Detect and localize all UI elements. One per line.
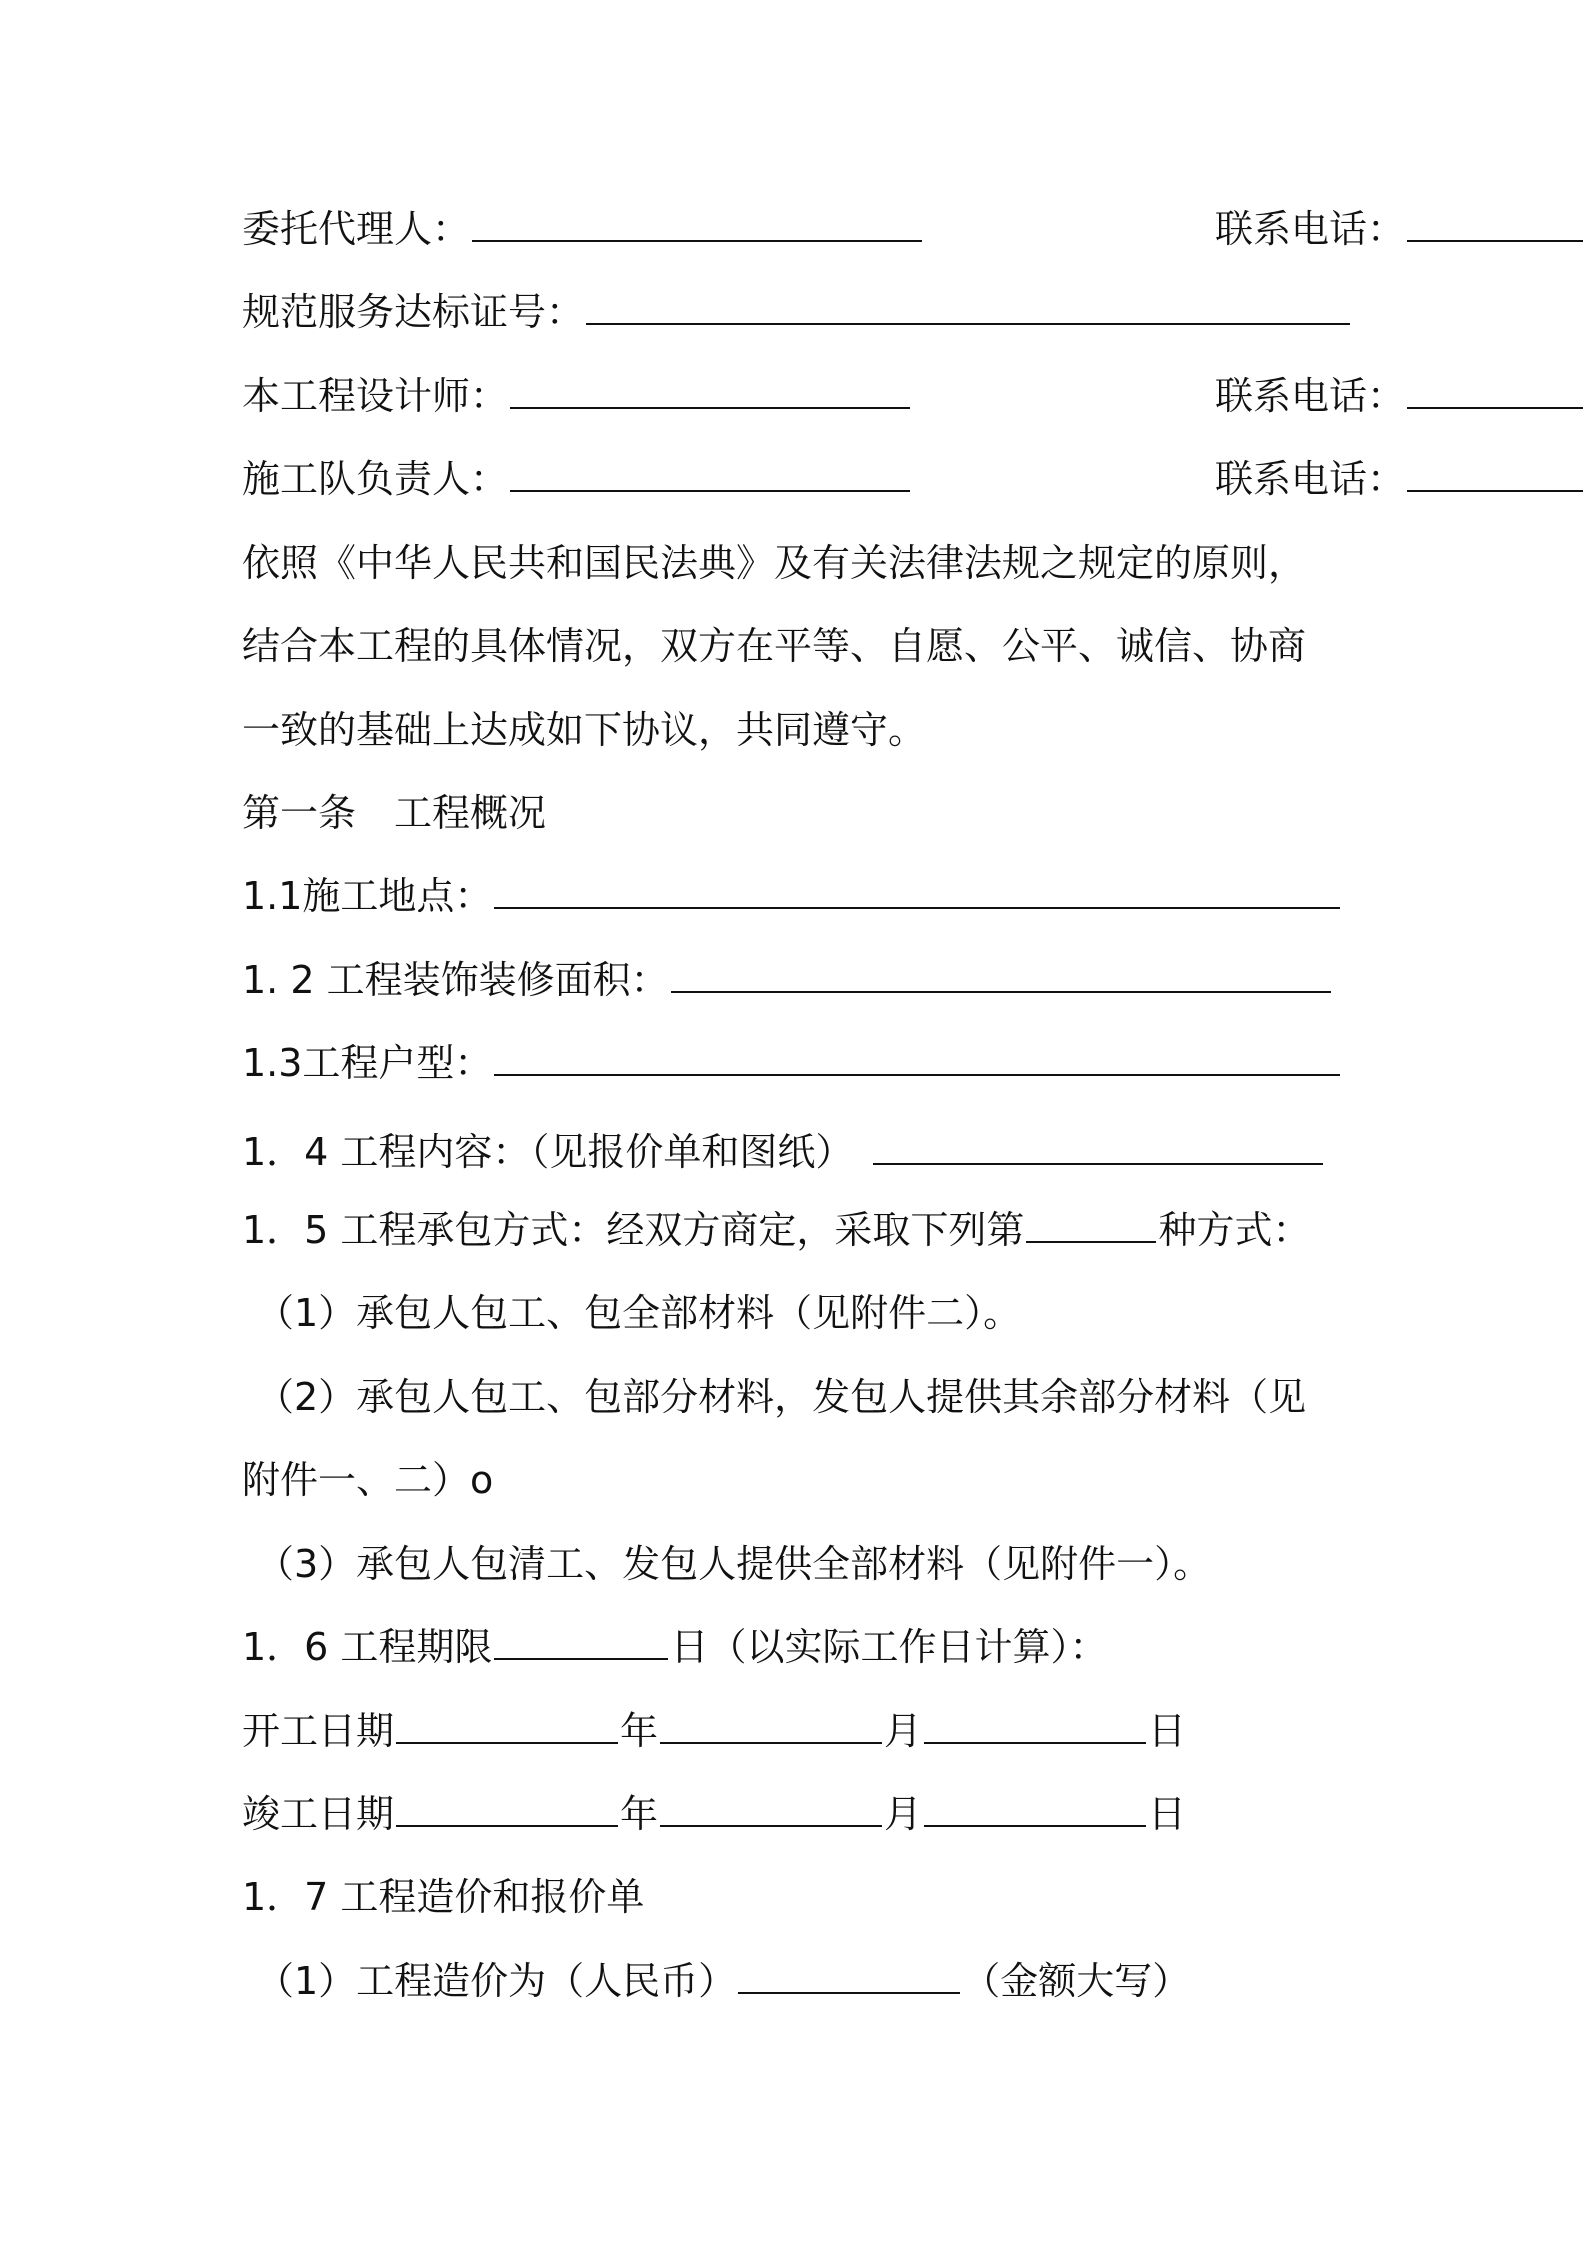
agent-phone-blank[interactable] (1407, 210, 1583, 242)
clause-1-1 (242, 866, 1358, 926)
designer-label: 本工程设计师： (242, 374, 509, 418)
clause-1-6-label: 1．6 工程期限 (242, 1625, 493, 1669)
agent-phone-label: 联系电话： (1215, 207, 1406, 251)
month-label: 月 (884, 1709, 923, 1753)
clause-1-5-label: 1．5 工程承包方式：经双方商定，采取下列第 (242, 1208, 1025, 1252)
clause-1-4-label: 1．4 工程内容：（见报价单和图纸） (242, 1130, 854, 1174)
designer-phone-label: 联系电话： (1215, 374, 1406, 418)
end-year-blank[interactable] (396, 1795, 618, 1827)
option-2-continued: 附件一、二）o (242, 1458, 494, 1502)
price-blank[interactable] (738, 1962, 960, 1994)
year-label: 年 (620, 1792, 659, 1836)
agent-blank[interactable] (472, 210, 922, 242)
start-year-blank[interactable] (396, 1712, 618, 1744)
price-label: （1）工程造价为（人民币） (256, 1959, 737, 2003)
clause-1-6 (242, 1617, 1358, 1677)
end-day-blank[interactable] (924, 1795, 1146, 1827)
option-1: （1）承包人包工、包全部材料（见附件二）。 (256, 1291, 1022, 1335)
clause-1-6-suffix: 日（以实际工作日计算）： (670, 1625, 1108, 1669)
crew-leader-phone-label: 联系电话： (1215, 457, 1406, 501)
article-1-heading: 第一条 工程概况 (242, 791, 547, 835)
end-month-blank[interactable] (660, 1795, 882, 1827)
designer-blank[interactable] (510, 377, 910, 409)
price-row (256, 1951, 1372, 2011)
certificate-row (242, 282, 1358, 342)
day-label: 日 (1148, 1709, 1187, 1753)
clause-1-7: 1．7 工程造价和报价单 (242, 1875, 645, 1919)
start-day-blank[interactable] (924, 1712, 1146, 1744)
method-blank[interactable] (1026, 1211, 1156, 1243)
clause-1-5 (242, 1200, 1358, 1260)
preamble-line: 一致的基础上达成如下协议，共同遵守。 (242, 708, 927, 752)
start-date-row (242, 1701, 1358, 1761)
month-label: 月 (884, 1792, 923, 1836)
agent-label: 委托代理人： (242, 207, 471, 251)
area-blank[interactable] (671, 961, 1331, 993)
layout-blank[interactable] (494, 1044, 1340, 1076)
designer-row (242, 366, 1406, 426)
start-month-blank[interactable] (660, 1712, 882, 1744)
site-blank[interactable] (494, 877, 1340, 909)
clause-1-5-suffix: 种方式： (1158, 1208, 1311, 1252)
day-label: 日 (1148, 1792, 1187, 1836)
clause-1-3 (242, 1033, 1358, 1093)
clause-1-3-label: 1.3工程户型： (242, 1041, 493, 1085)
clause-1-4 (242, 1122, 1358, 1182)
end-date-label: 竣工日期 (242, 1792, 395, 1836)
clause-1-2 (242, 950, 1358, 1010)
option-3: （3）承包人包清工、发包人提供全部材料（见附件一）。 (256, 1542, 1212, 1586)
preamble-line: 依照《中华人民共和国民法典》及有关法律法规之规定的原则， (242, 541, 1307, 585)
duration-blank[interactable] (494, 1628, 668, 1660)
crew-leader-row (242, 449, 1406, 509)
option-2: （2）承包人包工、包部分材料，发包人提供其余部分材料（见 (256, 1375, 1307, 1419)
crew-leader-blank[interactable] (510, 460, 910, 492)
clause-1-2-label: 1. 2 工程装饰装修面积： (242, 958, 669, 1002)
price-suffix: （金额大写） (962, 1959, 1191, 2003)
year-label: 年 (620, 1709, 659, 1753)
designer-phone-blank[interactable] (1407, 377, 1583, 409)
certificate-label: 规范服务达标证号： (242, 290, 585, 334)
crew-leader-label: 施工队负责人： (242, 457, 509, 501)
agent-row (242, 199, 1406, 259)
content-blank[interactable] (873, 1133, 1323, 1165)
clause-1-1-label: 1.1施工地点： (242, 874, 493, 918)
crew-leader-phone-blank[interactable] (1407, 460, 1583, 492)
certificate-blank[interactable] (586, 293, 1350, 325)
preamble-line: 结合本工程的具体情况，双方在平等、自愿、公平、诚信、协商 (242, 624, 1307, 668)
start-date-label: 开工日期 (242, 1709, 395, 1753)
end-date-row (242, 1784, 1358, 1844)
